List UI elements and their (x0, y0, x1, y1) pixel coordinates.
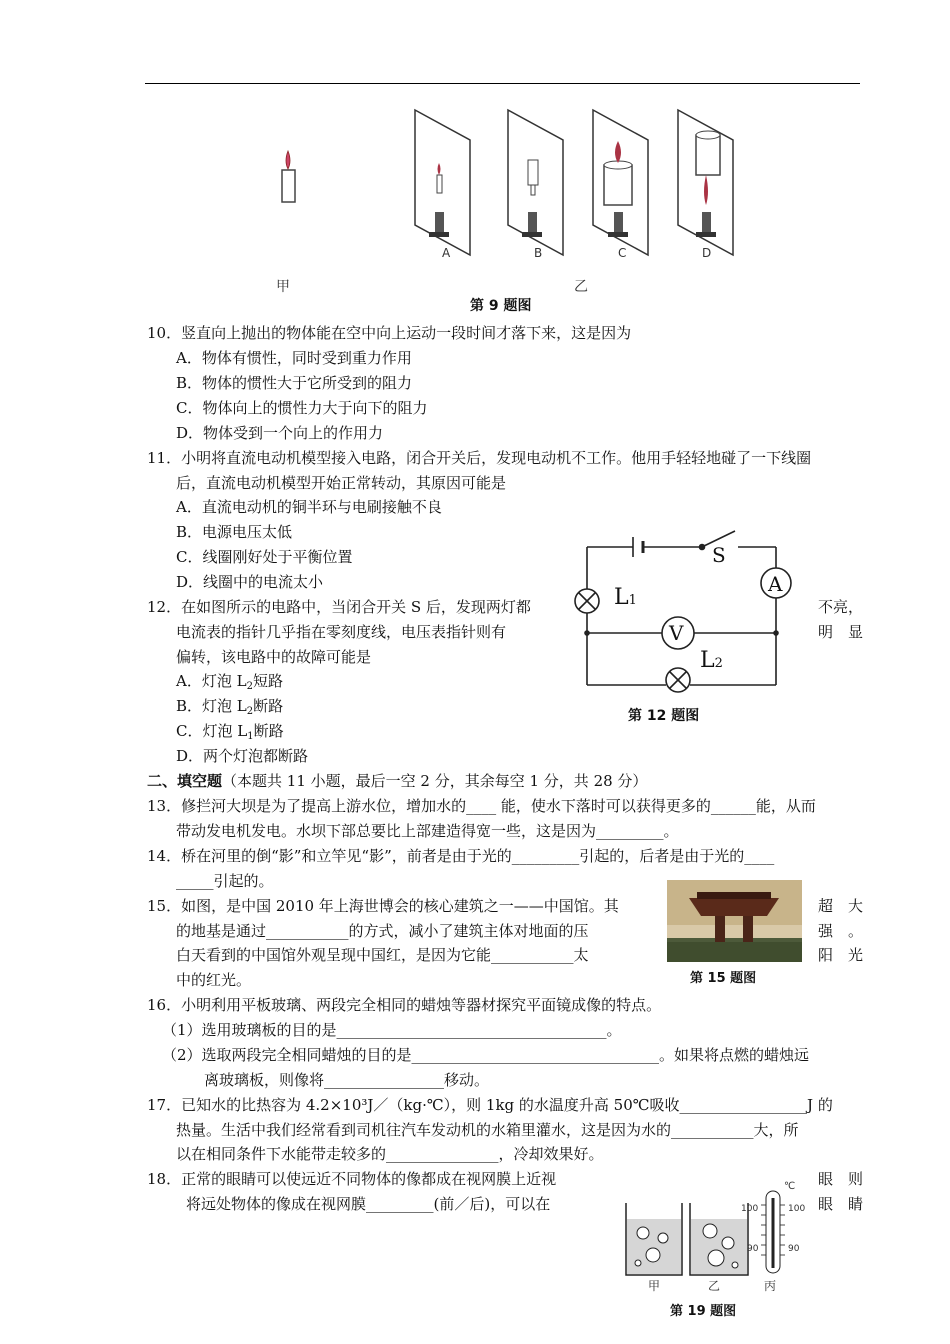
fig12-l1-sub: 1 (628, 593, 637, 608)
q18-line1-right: 眼 则 (818, 1170, 864, 1188)
header-rule (145, 83, 860, 84)
china-pavilion-photo (667, 880, 802, 962)
q13-line2: 带动发电机发电。水坝下部总要比上部建造得宽一些，这是因为_________。 (176, 822, 679, 840)
q12-option-a-end: 短路 (252, 672, 283, 690)
q12-option-b-text: B．灯泡 L (176, 697, 247, 715)
fig19-tick-100-right: 100 (788, 1204, 806, 1214)
fig9-label-b: B (534, 246, 543, 260)
q11-option-a: A．直流电动机的铜半环与电刷接触不良 (176, 498, 442, 516)
q12-option-c-sub: 1 (247, 731, 254, 742)
fig15-caption: 第 15 题图 (690, 971, 757, 986)
q12-option-c-text: C．灯泡 L (176, 722, 248, 740)
fig12-voltmeter-label: V (669, 621, 684, 645)
q16-stem: 16．小明利用平板玻璃、两段完全相同的蜡烛等器材探究平面镜成像的特点。 (147, 996, 662, 1014)
q12-stem-line2: 电流表的指针几乎指在零刻度线，电压表指针则有 (176, 623, 507, 641)
q12-stem-line2-right: 明 显 (818, 623, 864, 641)
q15-line3: 白天看到的中国馆外观呈现中国红，是因为它能___________太 (176, 946, 589, 964)
q12-option-b-end: 断路 (253, 697, 284, 715)
q10-option-d: D．物体受到一个向上的作用力 (176, 424, 384, 442)
q11-stem-line1: 11．小明将直流电动机模型接入电路，闭合开关后，发现电动机不工作。他用手轻轻地碰了一下线圈 (147, 449, 812, 467)
section2-title: 二、填空题 (147, 772, 223, 790)
q16-part2-cont: 离玻璃板，则像将________________移动。 (204, 1071, 490, 1089)
q15-line1-right: 超 大 (818, 897, 864, 915)
q12-option-d: D．两个灯泡都断路 (176, 747, 309, 765)
fig19-caption: 第 19 题图 (670, 1304, 737, 1319)
q17-line1: 17．已知水的比热容为 4.2×10³J／（kg·℃），则 1kg 的水温度升高 50℃吸收_________________J 的 (147, 1096, 833, 1114)
q12-stem-line3: 偏转，该电路中的故障可能是 (176, 648, 372, 666)
fig12-l2-sub: 2 (714, 656, 723, 671)
q10-option-c: C．物体向上的惯性力大于向下的阻力 (176, 399, 428, 417)
fig12-l2-label (700, 648, 723, 673)
fig9-label-a: A (442, 246, 451, 260)
candle-experiment-drawing (270, 105, 770, 275)
q15-line2: 的地基是通过___________的方式，减小了建筑主体对地面的压 (176, 922, 589, 940)
q17-line3: 以在相同条件下水能带走较多的_______________，冷却效果好。 (176, 1145, 604, 1163)
q15-line3-right: 阳 光 (818, 946, 864, 964)
q12-stem-line1: 12．在如图所示的电路中，当闭合开关 S 后，发现两灯都 (147, 598, 531, 616)
q10-option-a: A．物体有惯性，同时受到重力作用 (176, 349, 412, 367)
q12-option-b (176, 696, 283, 722)
q11-option-c: C．线圈刚好处于平衡位置 (176, 548, 353, 566)
q11-option-d: D．线圈中的电流太小 (176, 573, 324, 591)
fig19-tick-90-left: 90 (747, 1244, 759, 1254)
fig9-label-jia: 甲 (276, 279, 290, 295)
section2-note: （本题共 11 小题，最后一空 2 分，其余每空 1 分，共 28 分） (222, 772, 648, 790)
fig12-switch-label: S (712, 543, 726, 567)
fig9-label-c: C (618, 246, 627, 260)
boiling-water-drawing (618, 1183, 818, 1283)
fig9-label-yi: 乙 (574, 279, 588, 295)
q12-option-c-end: 断路 (253, 722, 284, 740)
fig12-caption: 第 12 题图 (628, 708, 700, 724)
fig19-label-jia: 甲 (648, 1279, 661, 1293)
q18-line2: 将远处物体的像成在视网膜_________(前／后)，可以在 (186, 1195, 551, 1213)
q12-option-c (176, 721, 284, 747)
fig19-label-bing: 丙 (764, 1279, 777, 1293)
q15-line1: 15．如图，是中国 2010 年上海世博会的核心建筑之一——中国馆。其 (147, 897, 619, 915)
q14-line2: _____引起的。 (176, 872, 274, 890)
q12-option-b-sub: 2 (246, 706, 254, 717)
q16-part2: （2）选取两段完全相同蜡烛的目的是_________________________________。如果将点燃的蜡烛远 (162, 1046, 810, 1064)
q10-stem: 10．竖直向上抛出的物体能在空中向上运动一段时间才落下来，这是因为 (147, 324, 632, 342)
fig19-unit: ℃ (784, 1181, 796, 1192)
fig12-l1-letter: L (614, 585, 629, 610)
fig19-tick-90-right: 90 (788, 1244, 800, 1254)
fig9-caption: 第 9 题图 (470, 298, 532, 314)
fig12-ammeter-label: A (768, 572, 783, 596)
q13-line1: 13．修拦河大坝是为了提高上游水位，增加水的____ 能，使水下落时可以获得更多的______能，从而 (147, 797, 816, 815)
q12-option-a (176, 671, 283, 697)
q16-part1: （1）选用玻璃板的目的是____________________________________。 (162, 1021, 622, 1039)
fig12-l2-letter: L (700, 648, 715, 673)
q10-option-b: B．物体的惯性大于它所受到的阻力 (176, 374, 413, 392)
section2-heading (147, 771, 647, 791)
q12-option-a-text: A．灯泡 L (176, 672, 247, 690)
fig19-tick-100-left: 100 (741, 1204, 759, 1214)
q12-option-a-sub: 2 (246, 681, 253, 692)
q11-stem-line2: 后，直流电动机模型开始正常转动，其原因可能是 (176, 474, 507, 492)
q15-line2-right: 强 。 (818, 922, 864, 940)
q14-line1: 14．桥在河里的倒“影”和立竿见“影”，前者是由于光的_________引起的，后者是由于光的____ (147, 847, 775, 865)
q15-line4: 中的红光。 (176, 971, 252, 989)
fig19-label-yi: 乙 (708, 1279, 721, 1293)
q12-stem-line1-right: 不亮， (818, 598, 864, 616)
fig9-label-d: D (702, 246, 712, 260)
q18-line1: 18．正常的眼睛可以使远近不同物体的像都成在视网膜上近视 (147, 1170, 557, 1188)
fig12-l1-label (614, 585, 637, 610)
q17-line2: 热量。生活中我们经常看到司机往汽车发动机的水箱里灌水，这是因为水的___________大，所 (176, 1121, 799, 1139)
q11-option-b: B．电源电压太低 (176, 523, 293, 541)
q18-line2-right: 眼 睛 (818, 1195, 864, 1213)
circuit-diagram (570, 525, 810, 695)
